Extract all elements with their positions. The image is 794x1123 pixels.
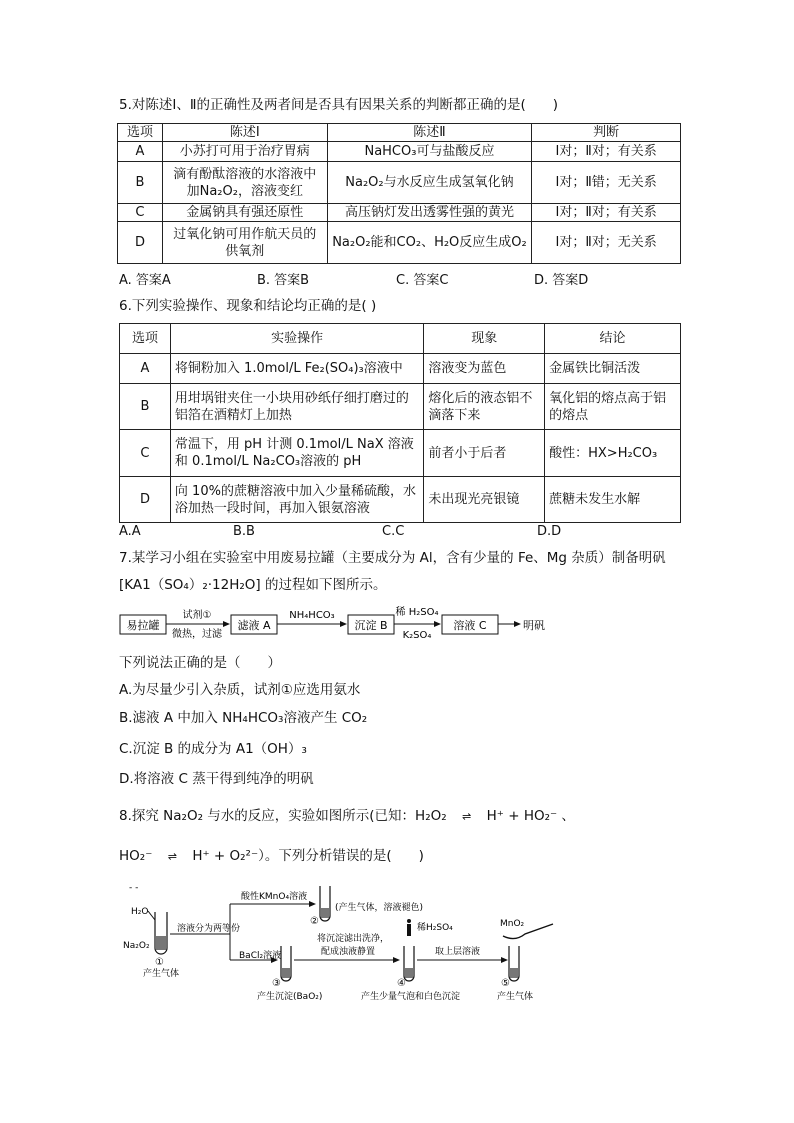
label-split: 溶液分为两等份 [177,924,241,934]
q5-row-judgment: Ⅰ对；Ⅱ对；有关系 [532,142,681,162]
q5-header-statement2: 陈述Ⅱ [327,124,532,142]
q6-row-phenomenon: 前者小于后者 [424,430,545,477]
flow-arrow-1-bottom: 微热，过滤 [172,629,222,640]
dropper-icon [407,924,411,936]
q5-option-b: B. 答案B [257,273,310,288]
q5-row-option: A [118,142,163,162]
tube-5-number: ⑤ [501,978,510,989]
tube-4-number: ④ [397,978,406,989]
q5-option-d: D. 答案D [534,273,589,288]
q6-row-conclusion: 酸性：HX>H₂CO₃ [545,430,681,477]
q5-header-option: 选项 [118,124,163,142]
q6-option-d: D.D [537,524,562,539]
q6-row-option: C [120,430,171,477]
q7-stem-line2: [KA1（SO₄）₂·12H₂O] 的过程如下图所示。 [119,577,387,593]
flow-arrow-3-top: 稀 H₂SO₄ [395,607,439,618]
q6-row-phenomenon: 未出现光亮银镜 [424,477,545,523]
test-tube-5-contents [510,968,518,978]
flow-arrow-3-bottom: K₂SO₄ [402,630,432,641]
dropper-drop [407,919,411,923]
q5-row-option: B [118,162,163,204]
equilibrium-arrow-icon: ⇌ [462,810,472,823]
table-row [120,384,681,430]
tube-3-number: ③ [272,978,281,989]
table-row [118,162,681,204]
q6-option-c: C.C [382,524,405,539]
flow-arrow-1-top: 试剂① [182,610,212,621]
tube-1-result: 产生气体 [143,969,180,979]
q5-row-judgment: Ⅰ对；Ⅱ对；无关系 [532,222,681,264]
q7-choice-a: A.为尽量少引入杂质，试剂①应选用氨水 [119,682,361,698]
q6-row-conclusion: 蔗糖未发生水解 [545,477,681,523]
label-wash-step: 将沉淀滤出洗净， [317,934,390,944]
q5-row-statement1: 小苏打可用于治疗胃病 [162,142,327,162]
q6-option-a: A.A [119,524,141,539]
q8-stem-line1-part-b: H⁺ + HO₂⁻ 、 [486,808,575,824]
q6-row-phenomenon: 熔化后的液态铝不滴落下来 [424,384,545,430]
q5-option-c: C. 答案C [396,273,449,288]
q6-row-option: B [120,384,171,430]
tube-2-number: ② [310,916,319,927]
q6-header-operation: 实验操作 [170,324,423,354]
label-suspension-step: 配成浊液静置 [321,947,376,957]
q7-choice-d: D.将溶液 C 蒸干得到纯净的明矾 [119,771,314,787]
q6-row-operation: 向 10%的蔗糖溶液中加入少量稀硫酸，水浴加热一段时间，再加入银氨溶液 [170,477,423,523]
q8-stem-line2-part-b: H⁺ + O₂²⁻）。下列分析错误的是( ) [192,848,424,864]
q7-flowchart [117,603,557,649]
table-row [118,142,681,162]
q6-option-b: B.B [233,524,255,539]
q5-option-a: A. 答案A [119,273,171,288]
q7-question: 下列说法正确的是（ ） [119,655,281,671]
q6-row-phenomenon: 溶液变为蓝色 [424,354,545,384]
q6-row-conclusion: 氧化铝的熔点高于铝的熔点 [545,384,681,430]
test-tube-4-contents [405,968,413,978]
q6-stem: 6.下列实验操作、现象和结论均正确的是( ) [119,298,377,314]
q6-table [119,323,681,523]
h2o-pointer [148,911,155,920]
q6-header-option: 选项 [120,324,171,354]
flow-box-cans-label: 易拉罐 [126,619,160,632]
q6-row-operation: 将铜粉加入 1.0mol/L Fe₂(SO₄)₃溶液中 [170,354,423,384]
q6-row-operation: 常温下，用 pH 计测 0.1mol/L NaX 溶液和 0.1mol/L Na₂CO₃溶液的 pH [170,430,423,477]
table-row [118,222,681,264]
q5-row-statement1: 金属钠具有强还原性 [162,204,327,222]
tube-5-result: 产生气体 [497,992,534,1002]
test-tube-1-contents [156,936,166,950]
label-bacl2: BaCl₂溶液 [239,951,282,961]
q5-stem: 5.对陈述Ⅰ、Ⅱ的正确性及两者间是否具有因果关系的判断都正确的是( ) [119,97,559,113]
decorative-dashes: - - [129,883,139,893]
table-row [118,204,681,222]
label-kmno4: 酸性KMnO₄溶液 [241,892,308,902]
q8-experiment-diagram [117,880,567,1010]
flow-arrow-2-top: NH₄HCO₃ [289,610,335,621]
q5-row-statement2: Na₂O₂能和CO₂、H₂O反应生成O₂ [327,222,532,264]
q6-row-option: A [120,354,171,384]
q7-stem-line1: 7.某学习小组在实验室中用废易拉罐（主要成分为 Al，含有少量的 Fe、Mg 杂质）制备明矾 [119,550,666,566]
flow-end-alum: 明矾 [523,619,545,632]
equilibrium-arrow-icon: ⇌ [167,850,177,863]
q6-header-conclusion: 结论 [545,324,681,354]
flow-box-solution-label: 溶液 C [453,619,487,632]
table-row [120,477,681,523]
tube-1-number: ① [155,957,164,968]
tube-2-result: (产生气体，溶液褪色) [335,903,424,913]
q6-row-operation: 用坩埚钳夹住一小块用砂纸仔细打磨过的铝箔在酒精灯上加热 [170,384,423,430]
q7-choice-c: C.沉淀 B 的成分为 A1（OH）₃ [119,741,307,757]
q7-choice-b: B.滤液 A 中加入 NH₄HCO₃溶液产生 CO₂ [119,710,368,726]
q6-row-option: D [120,477,171,523]
tube-3-result: 产生沉淀(BaO₂) [257,992,323,1002]
q5-row-statement2: Na₂O₂与水反应生成氢氧化钠 [327,162,532,204]
q5-header-statement1: 陈述Ⅰ [162,124,327,142]
q8-stem-line1 [119,806,575,827]
q5-row-option: D [118,222,163,264]
label-na2o2: Na₂O₂ [123,941,150,951]
test-tube-3-contents [282,968,290,978]
q5-row-statement1: 滴有酚酞溶液的水溶液中加Na₂O₂，溶液变红 [162,162,327,204]
label-take-upper: 取上层溶液 [435,947,481,957]
table-row [120,430,681,477]
label-h2so4: 稀H₂SO₄ [417,923,453,933]
test-tube-2-contents [321,908,329,918]
q8-stem-line1-part-a: 8.探究 Na₂O₂ 与水的反应，实验如图所示(已知：H₂O₂ [119,808,447,824]
tube-4-result: 产生少量气泡和白色沉淀 [361,992,461,1002]
q5-row-judgment: Ⅰ对；Ⅱ错；无关系 [532,162,681,204]
q5-row-statement1: 过氧化钠可用作航天员的供氧剂 [162,222,327,264]
q5-table [117,123,681,264]
flow-box-precipitate-label: 沉淀 B [354,619,388,632]
q5-row-statement2: NaHCO₃可与盐酸反应 [327,142,532,162]
flow-box-filtrate-label: 滤液 A [237,619,271,632]
q5-header-judgment: 判断 [532,124,681,142]
q5-row-option: C [118,204,163,222]
label-mno2: MnO₂ [500,919,525,929]
q5-row-judgment: Ⅰ对；Ⅱ对；有关系 [532,204,681,222]
q6-row-conclusion: 金属铁比铜活泼 [545,354,681,384]
label-h2o: H₂O [131,907,149,917]
q8-stem-line2 [119,846,424,867]
q5-row-statement2: 高压钠灯发出透雾性强的黄光 [327,204,532,222]
q8-stem-line2-part-a: HO₂⁻ [119,848,153,864]
q6-header-phenomenon: 现象 [424,324,545,354]
table-row [120,354,681,384]
